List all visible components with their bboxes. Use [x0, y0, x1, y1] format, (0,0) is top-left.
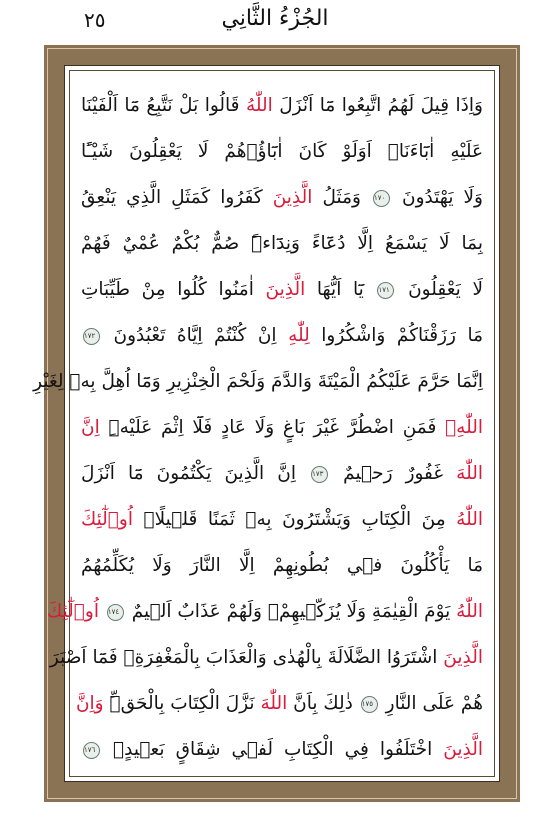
verse-text: لَا يَعْقِلُونَ	[396, 279, 483, 300]
text-panel	[33, 65, 500, 782]
highlighted-word: وَاِنَّ	[75, 693, 104, 714]
text-line	[81, 454, 483, 494]
text-line	[81, 132, 483, 172]
verse-text: اِنْ كُنْتُمْ اِيَّاهُ تَعْبُدُونَ	[102, 325, 289, 346]
verse-text: يَٓا اَيُّهَا	[305, 279, 376, 300]
highlighted-word: الَّذِينَ	[443, 647, 483, 668]
page-header	[0, 0, 550, 46]
verse-text: وَلَا يَهْتَدُونَ	[391, 187, 483, 208]
text-line	[49, 638, 483, 678]
highlighted-word: اُو۬لٰٓئِكَ	[81, 509, 133, 530]
highlighted-word: اللّٰهُ	[456, 601, 483, 622]
verse-text: عَلَيْهِ اٰبَٓاءَنَاۜ اَوَلَوْ كَانَ اٰبَٓاؤُ۬هُمْ لَا يَعْقِلُونَ شَيْـًٔا	[81, 141, 483, 162]
text-line	[81, 408, 483, 448]
text-line	[81, 86, 483, 126]
verse-text: مَا رَزَقْنَاكُمْ وَاشْكُرُوا	[309, 325, 483, 346]
quran-text-block	[33, 82, 483, 765]
ayah-number-marker: ١٧٠	[373, 190, 390, 207]
text-line	[81, 224, 483, 264]
verse-text: اِنَّمَا حَرَّمَ عَلَيْكُمُ الْمَيْتَةَ وَالدَّمَ وَلَحْمَ الْخِنْزِيرِ وَمَٓا اُهِلَّ بِهٖ لِغَيْرِ	[33, 371, 483, 392]
text-line	[81, 546, 483, 586]
verse-text: وَمَثَلُ	[312, 187, 371, 208]
highlighted-word: اللّٰهَ	[456, 463, 483, 484]
text-line	[81, 500, 483, 540]
verse-text: بِمَا لَا يَسْمَعُ اِلَّا دُعَٓاءً وَنِدَٓاءًۜ صُمٌّ بُكْمٌ عُمْيٌ فَهُمْ	[81, 233, 483, 254]
verse-text: نَزَّلَ الْكِتَابَ بِالْحَقِّۜ	[103, 693, 261, 714]
text-line	[33, 362, 483, 402]
highlighted-word: اُو۬لٰٓئِكَ	[46, 601, 105, 622]
ayah-number-marker: ١٧٢	[83, 328, 100, 345]
verse-text: هُمْ عَلَى النَّارِ	[379, 693, 483, 714]
verse-text: كَفَرُوا كَمَثَلِ الَّذِي يَنْعِقُ	[81, 187, 273, 208]
ayah-number-marker: ١٧٦	[83, 742, 100, 759]
ayah-number-marker: ١٧١	[377, 282, 394, 299]
verse-text: غَفُورٌ رَح۪يمٌ	[330, 463, 457, 484]
verse-text: اٰمَنُوا كُلُوا مِنْ طَيِّبَاتِ	[81, 279, 266, 300]
text-line	[81, 730, 483, 770]
highlighted-word: الَّذِينَ	[443, 739, 483, 760]
highlighted-word: الَّذِينَ	[265, 279, 306, 300]
verse-text: اِنَّ الَّذِينَ يَكْتُمُونَ مَٓا اَنْزَلَ	[81, 463, 310, 484]
page-frame	[33, 45, 520, 802]
page-number: ٢٥	[84, 8, 106, 32]
highlighted-word: الَّذِينَ	[272, 187, 313, 208]
juz-title: الجُزْءُ الثَّانِي	[221, 6, 329, 31]
highlighted-word: اللّٰهُ	[245, 95, 273, 116]
highlighted-word: اللّٰهُ	[456, 509, 483, 530]
verse-text: قَالُوا بَلْ نَتَّبِعُ مَٓا اَلْفَيْنَا	[81, 95, 246, 116]
verse-text: فَمَنِ اضْطُرَّ غَيْرَ بَاغٍ وَلَا عَادٍ فَلَٓا اِثْمَ عَلَيْهِۜ	[99, 417, 446, 438]
highlighted-word: اِنَّ	[81, 417, 100, 438]
ayah-number-marker: ١٧٣	[311, 466, 328, 483]
text-line	[81, 270, 483, 310]
text-line	[81, 178, 483, 218]
verse-text: يَوْمَ الْقِيٰمَةِ وَلَا يُزَكّ۪يهِمْۚ وَلَهُمْ عَذَابٌ اَل۪يمٌ	[125, 601, 457, 622]
verse-text: اخْتَلَفُوا فِي الْكِتَابِ لَف۪ي شِقَاقٍ بَع۪يدٍ۟	[102, 739, 444, 760]
verse-text: وَاِذَا قِيلَ لَهُمُ اتَّبِعُوا مَٓا اَنْزَلَ	[272, 95, 483, 116]
highlighted-word: لِلّٰهِ	[288, 325, 310, 346]
ayah-number-marker: ١٧٥	[361, 696, 378, 713]
ayah-number-marker: ١٧٤	[107, 604, 124, 621]
text-line	[46, 592, 483, 632]
text-line	[81, 316, 483, 356]
highlighted-word: اللّٰهِۚ	[445, 417, 483, 438]
verse-text: ذٰلِكَ بِاَنَّ	[287, 693, 359, 714]
highlighted-word: اللّٰهَ	[260, 693, 288, 714]
verse-text: مَا يَأْكُلُونَ ف۪ي بُطُونِهِمْ اِلَّا النَّارَ وَلَا يُكَلِّمُهُمُ	[81, 555, 483, 576]
verse-text: مِنَ الْكِتَابِ وَيَشْتَرُونَ بِهٖ ثَمَنًا قَل۪يلًاۙ	[133, 509, 457, 530]
text-line	[75, 684, 483, 724]
verse-text: اشْتَرَوُا الضَّلَالَةَ بِالْهُدٰى وَالْعَذَابَ بِالْمَغْفِرَةِۚ فَمَٓا اَصْبَرَ	[49, 647, 444, 668]
